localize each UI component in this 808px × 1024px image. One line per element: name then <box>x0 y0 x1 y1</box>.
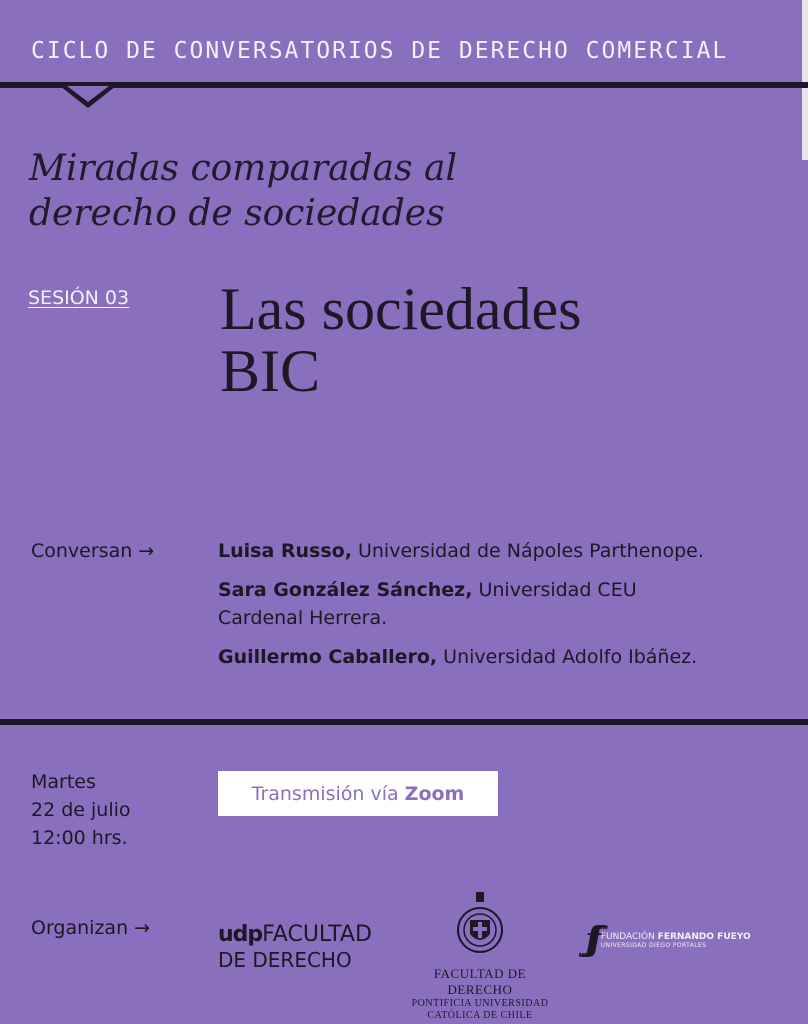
speaker-name: Guillermo Caballero, <box>218 646 438 668</box>
session-label: SESIÓN 03 <box>28 287 130 309</box>
udp-logo <box>218 922 398 972</box>
fff-mark-icon: ƒƒƒ <box>585 920 593 960</box>
main-title-line1: Miradas comparadas al <box>29 148 458 189</box>
udp-line2: DE DERECHO <box>218 948 352 972</box>
speaker-item <box>218 576 688 632</box>
fff-sub: UNIVERSIDAD DIEGO PORTALES <box>600 941 707 949</box>
event-day: Martes <box>31 771 96 793</box>
speaker-name: Sara González Sánchez, <box>218 579 473 601</box>
udp-mark: udp <box>218 922 263 947</box>
main-title <box>29 146 649 236</box>
zoom-transmission-button[interactable] <box>218 771 498 816</box>
organizan-label: Organizan → <box>31 917 151 939</box>
speaker-affiliation: Universidad CEU Cardenal Herrera. <box>218 579 637 629</box>
session-title-line2: BIC <box>220 338 321 404</box>
top-divider <box>0 82 808 88</box>
session-title-line1: Las sociedades <box>220 276 582 342</box>
puc-line1: FACULTAD DE DERECHO <box>433 966 527 997</box>
fundacion-fueyo-logo <box>585 920 800 960</box>
date-block <box>31 768 131 852</box>
conversan-label: Conversan → <box>31 540 155 562</box>
event-date: 22 de julio <box>31 799 131 821</box>
puc-logo <box>400 890 560 1022</box>
fff-name: FERNANDO FUEYO <box>657 931 751 942</box>
scrollbar[interactable] <box>802 0 808 160</box>
speaker-item <box>218 537 798 565</box>
main-title-line2: derecho de sociedades <box>29 193 445 234</box>
zoom-button-prefix: Transmisión vía <box>251 782 399 805</box>
series-title: CICLO DE CONVERSATORIOS DE DERECHO COMERCIAL <box>31 38 729 64</box>
session-title <box>220 278 780 402</box>
zoom-button-platform: Zoom <box>404 782 465 805</box>
puc-seal-icon <box>456 890 504 962</box>
middle-divider <box>0 719 808 725</box>
speaker-item <box>218 643 798 671</box>
pointer-notch-icon <box>60 86 116 112</box>
speaker-affiliation: Universidad de Nápoles Parthenope. <box>357 540 704 562</box>
speaker-affiliation: Universidad Adolfo Ibáñez. <box>443 646 698 668</box>
event-time: 12:00 hrs. <box>31 827 128 849</box>
fff-prefix: FUNDACIÓN <box>600 931 655 942</box>
udp-line1: FACULTAD <box>262 922 372 947</box>
speaker-name: Luisa Russo, <box>218 540 352 562</box>
puc-line3: CATÓLICA DE CHILE <box>427 1010 533 1021</box>
speaker-list <box>218 537 798 682</box>
puc-line2: PONTIFICIA UNIVERSIDAD <box>411 998 549 1009</box>
